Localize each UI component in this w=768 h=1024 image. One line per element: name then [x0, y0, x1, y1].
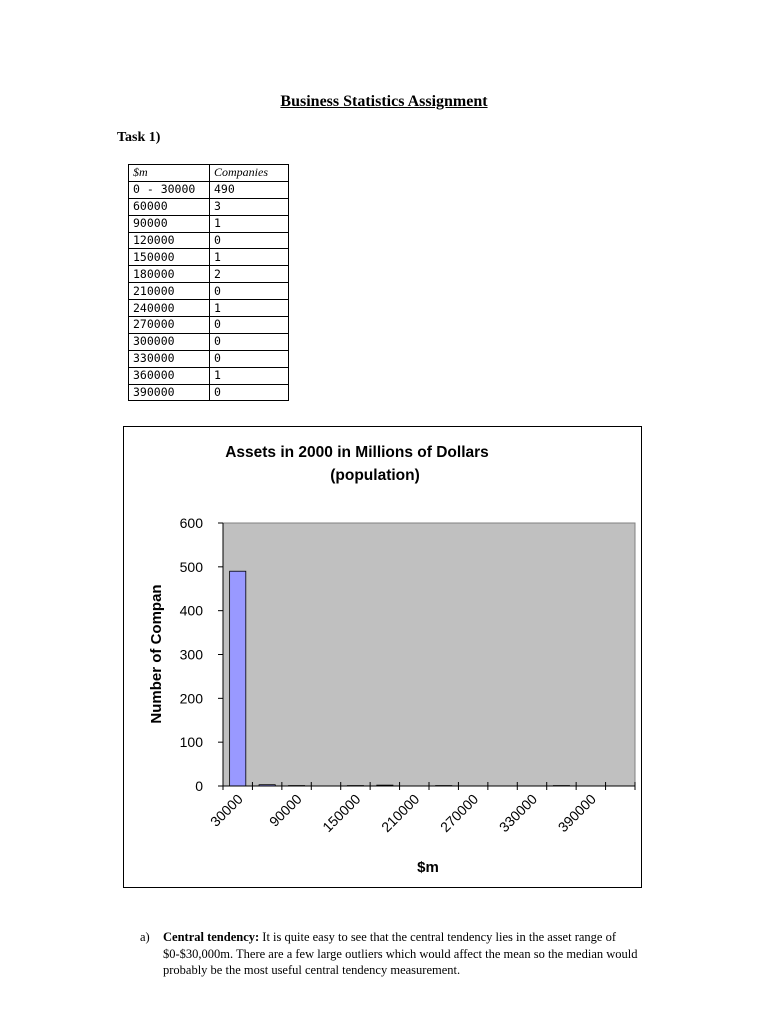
cell-dollar-range: 360000	[129, 367, 210, 384]
y-tick-label: 400	[179, 602, 203, 619]
document-title: Business Statistics Assignment	[280, 93, 488, 110]
cell-company-count: 3	[210, 198, 289, 215]
cell-company-count: 0	[210, 350, 289, 367]
cell-dollar-range: 60000	[129, 198, 210, 215]
cell-company-count: 1	[210, 367, 289, 384]
y-axis-label: Number of Compan	[148, 584, 165, 724]
table-row	[129, 232, 289, 249]
x-tick-label: 270000	[436, 790, 482, 836]
table-row	[129, 181, 289, 198]
bar-30000	[230, 571, 246, 786]
chart-title: Assets in 2000 in Millions of Dollars	[225, 444, 489, 461]
y-tick-label: 600	[179, 515, 203, 531]
x-tick-label: 30000	[206, 790, 246, 830]
answer-text: It is quite easy to see that the central tendency lies in the asset range of $0-$30,000m. There are a few large outliers which would affect the mean so the median would probably be the most useful central tendency measurement.	[163, 930, 638, 977]
cell-dollar-range: 90000	[129, 215, 210, 232]
x-tick-label: 150000	[319, 790, 364, 836]
x-axis-ticks	[207, 782, 635, 835]
cell-company-count: 0	[210, 232, 289, 249]
frequency-table	[128, 164, 289, 401]
table-row	[129, 350, 289, 367]
x-tick-label: 210000	[378, 790, 423, 836]
cell-company-count: 0	[210, 384, 289, 401]
table-row	[129, 367, 289, 384]
y-tick-label: 100	[179, 734, 203, 751]
y-tick-label: 200	[179, 690, 203, 707]
y-axis-ticks	[180, 515, 223, 794]
table-row	[129, 266, 289, 283]
answer-section	[140, 929, 660, 979]
column-header-companies: Companies	[210, 165, 289, 182]
cell-company-count: 1	[210, 300, 289, 317]
task-heading: Task 1)	[117, 130, 161, 145]
table-row	[129, 198, 289, 215]
cell-dollar-range: 210000	[129, 283, 210, 300]
cell-dollar-range: 300000	[129, 333, 210, 350]
column-header-dollars: $m	[129, 165, 210, 182]
table-row	[129, 283, 289, 300]
x-tick-label: 390000	[554, 790, 600, 836]
x-tick-label: 330000	[495, 790, 541, 836]
list-marker: a)	[140, 930, 150, 944]
cell-company-count: 1	[210, 215, 289, 232]
x-axis-label: $m	[417, 859, 439, 876]
cell-dollar-range: 390000	[129, 384, 210, 401]
cell-dollar-range: 270000	[129, 317, 210, 334]
cell-dollar-range: 120000	[129, 232, 210, 249]
y-tick-label: 0	[195, 778, 203, 794]
table-header-row	[129, 165, 289, 182]
y-tick-label: 500	[179, 558, 203, 575]
bar-chart	[124, 427, 643, 889]
cell-company-count: 0	[210, 283, 289, 300]
table-row	[129, 215, 289, 232]
cell-dollar-range: 180000	[129, 266, 210, 283]
table-body	[129, 181, 289, 401]
cell-company-count: 2	[210, 266, 289, 283]
cell-company-count: 0	[210, 333, 289, 350]
table-row	[129, 249, 289, 266]
cell-dollar-range: 330000	[129, 350, 210, 367]
table-row	[129, 317, 289, 334]
answer-paragraph	[163, 929, 660, 979]
cell-dollar-range: 0 - 30000	[129, 181, 210, 198]
table-row	[129, 384, 289, 401]
table-row	[129, 300, 289, 317]
cell-company-count: 490	[210, 181, 289, 198]
chart-container	[123, 426, 642, 888]
table-row	[129, 333, 289, 350]
cell-dollar-range: 240000	[129, 300, 210, 317]
cell-dollar-range: 150000	[129, 249, 210, 266]
chart-subtitle: (population)	[330, 467, 420, 484]
x-tick-label: 90000	[265, 790, 305, 830]
y-tick-label: 300	[179, 646, 203, 663]
cell-company-count: 1	[210, 249, 289, 266]
plot-area	[223, 523, 635, 786]
answer-heading: Central tendency:	[163, 930, 260, 944]
cell-company-count: 0	[210, 317, 289, 334]
